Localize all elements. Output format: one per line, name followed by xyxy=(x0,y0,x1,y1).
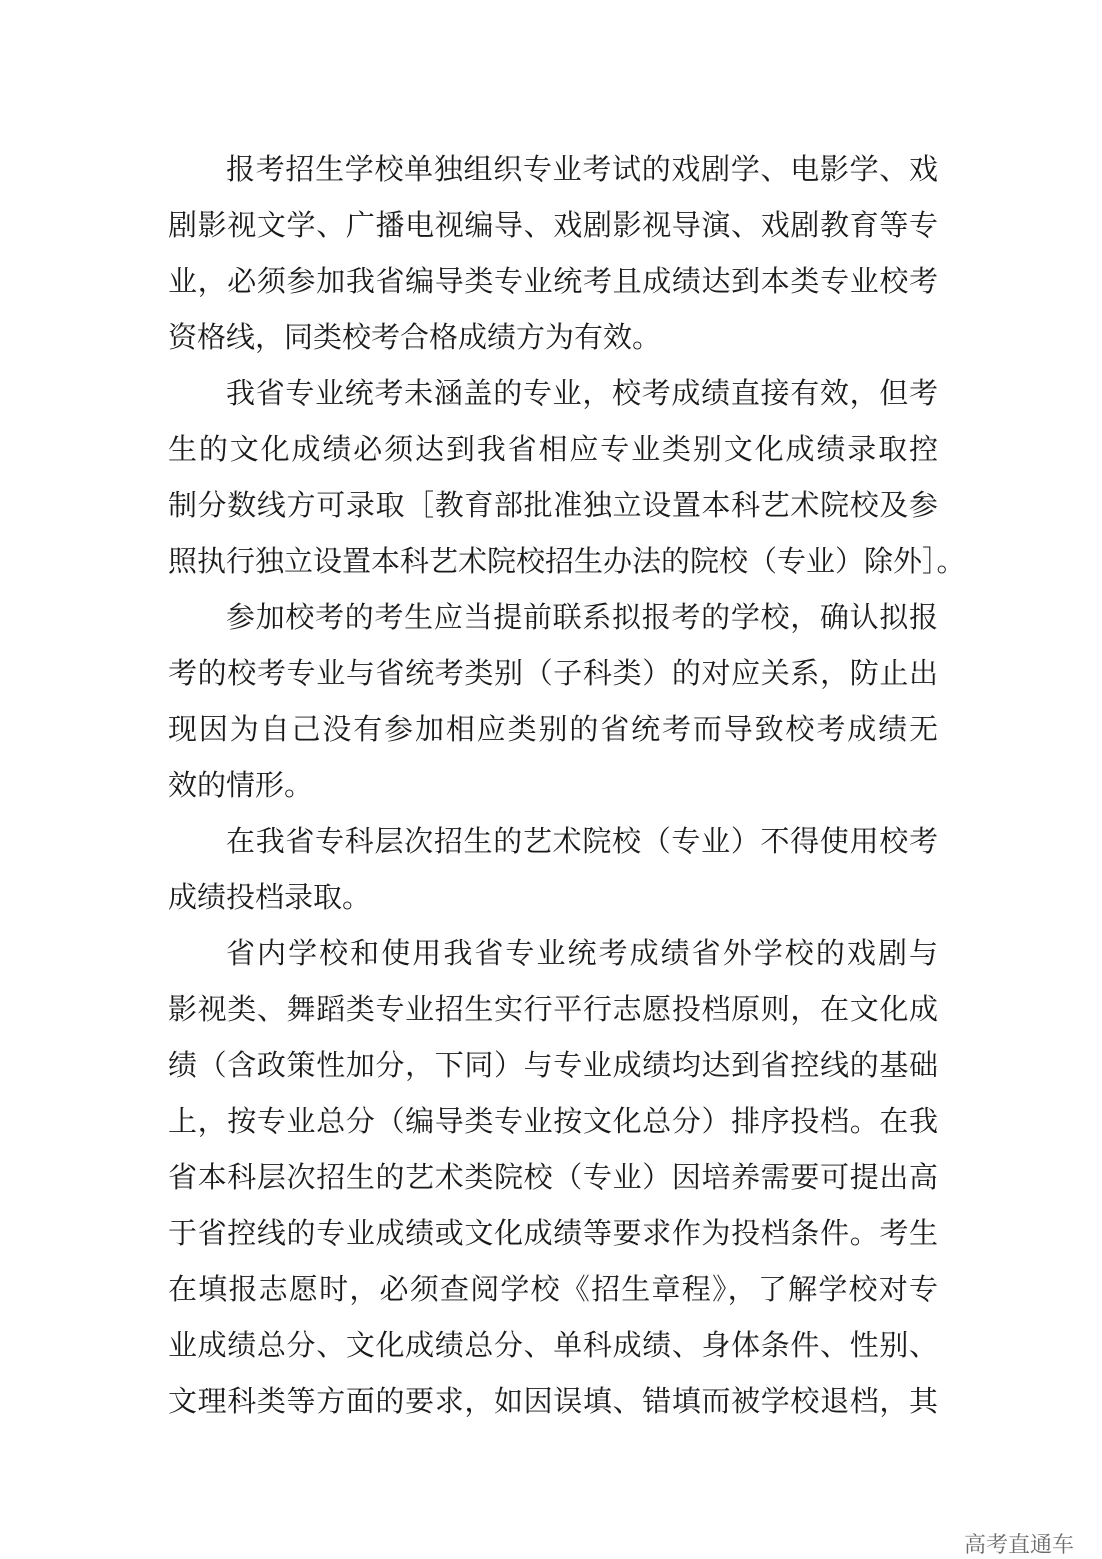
para1-line1: 报考招生学校单独组织专业考试的戏剧学、电影学、戏 xyxy=(226,152,938,186)
para3-line3: 现因为自己没有参加相应类别的省统考而导致校考成绩无 xyxy=(168,712,938,746)
para3-line2: 考的校考专业与省统考类别（子科类）的对应关系，防止出 xyxy=(168,656,938,690)
para5-line8: 业成绩总分、文化成绩总分、单科成绩、身体条件、性别、 xyxy=(168,1328,938,1362)
para4-line2: 成绩投档录取。 xyxy=(168,880,372,914)
para2-line1: 我省专业统考未涵盖的专业，校考成绩直接有效，但考 xyxy=(226,376,938,410)
para2-line2: 生的文化成绩必须达到我省相应专业类别文化成绩录取控 xyxy=(168,432,938,466)
para5-line9: 文理科类等方面的要求，如因误填、错填而被学校退档，其 xyxy=(168,1384,938,1418)
para5-line5: 省本科层次招生的艺术类院校（专业）因培养需要可提出高 xyxy=(168,1160,938,1194)
para1-line4: 资格线，同类校考合格成绩方为有效。 xyxy=(168,320,662,354)
para5-line7: 在填报志愿时，必须查阅学校《招生章程》，了解学校对专 xyxy=(168,1272,938,1306)
para4-line1: 在我省专科层次招生的艺术院校（专业）不得使用校考 xyxy=(226,824,938,858)
para1-line2: 剧影视文学、广播电视编导、戏剧影视导演、戏剧教育等专 xyxy=(168,208,938,242)
para3-line1: 参加校考的考生应当提前联系拟报考的学校，确认拟报 xyxy=(226,600,938,634)
para5-line1: 省内学校和使用我省专业统考成绩省外学校的戏剧与 xyxy=(226,936,938,970)
para5-line2: 影视类、舞蹈类专业招生实行平行志愿投档原则，在文化成 xyxy=(168,992,938,1026)
watermark-text: 高考直通车 xyxy=(963,1533,1074,1558)
para3-line4: 效的情形。 xyxy=(168,768,314,802)
para5-line6: 于省控线的专业成绩或文化成绩等要求作为投档条件。考生 xyxy=(168,1216,938,1250)
para2-line4: 照执行独立设置本科艺术院校招生办法的院校（专业）除外］。 xyxy=(168,544,966,578)
para2-line3: 制分数线方可录取［教育部批准独立设置本科艺术院校及参 xyxy=(168,488,938,522)
para5-line4: 上，按专业总分（编导类专业按文化总分）排序投档。在我 xyxy=(168,1104,938,1138)
para1-line3: 业，必须参加我省编导类专业统考且成绩达到本类专业校考 xyxy=(168,264,938,298)
para5-line3: 绩（含政策性加分，下同）与专业成绩均达到省控线的基础 xyxy=(168,1048,938,1082)
